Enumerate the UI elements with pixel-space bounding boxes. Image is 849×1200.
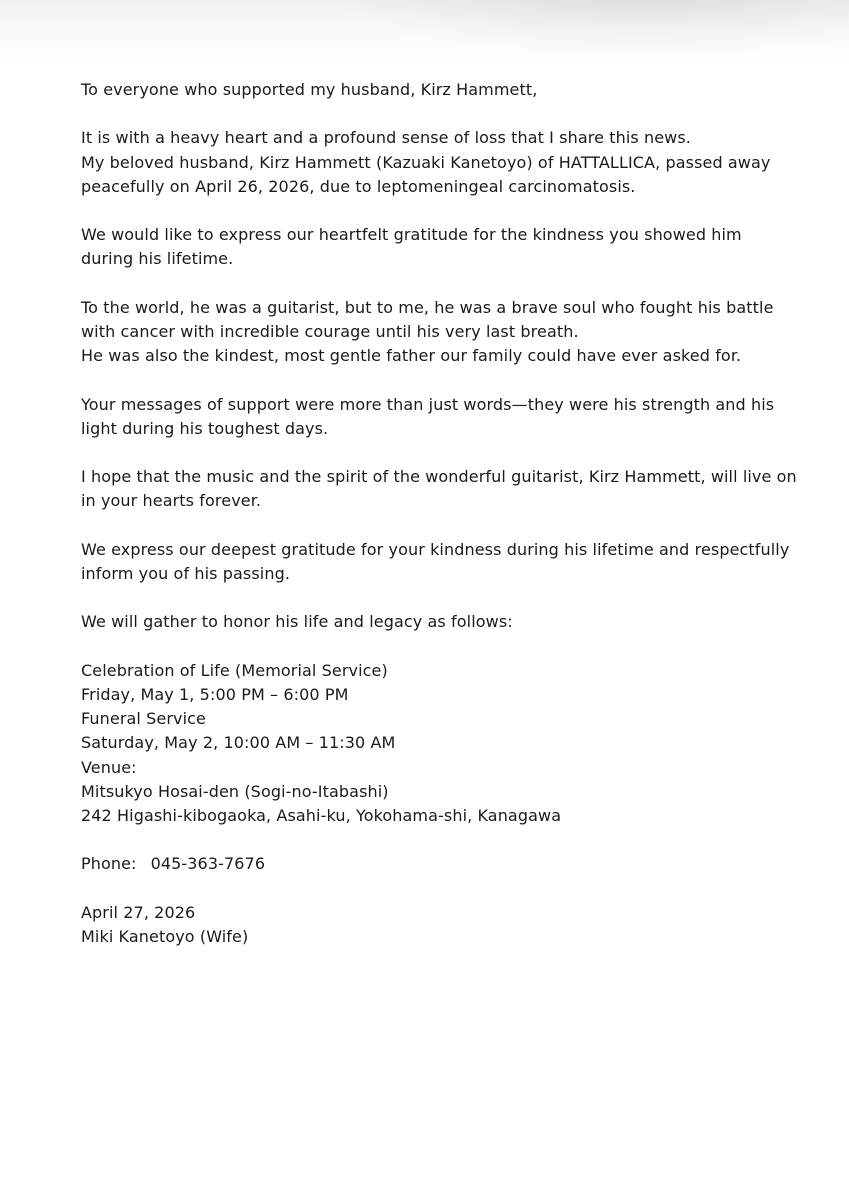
memorial-service-time: Friday, May 1, 5:00 PM – 6:00 PM (81, 684, 349, 704)
text-line: light during his toughest days. (81, 418, 329, 438)
greeting-line: To everyone who supported my husband, Kirz Hammett, (81, 80, 538, 99)
text-line: We express our deepest gratitude for your kindness during his lifetime and respectfully (81, 539, 790, 559)
paragraph-notice (81, 538, 801, 586)
text-line: We would like to express our heartfelt gratitude for the kindness you showed him (81, 225, 742, 245)
signature-block (81, 901, 801, 949)
phone-line (81, 852, 801, 876)
venue-label: Venue: (81, 757, 137, 777)
text-line: Your messages of support were more than just words—they were his strength and his (81, 394, 775, 414)
top-edge-shadow (0, 0, 849, 70)
text-line: in your hearts forever. (81, 491, 262, 511)
funeral-service-title: Funeral Service (81, 709, 206, 729)
letter-body (81, 78, 801, 973)
paragraph-gratitude (81, 223, 801, 271)
text-line: It is with a heavy heart and a profound sense of loss that I share this news. (81, 128, 691, 148)
phone-label: Phone: (81, 854, 137, 874)
text-line: I hope that the music and the spirit of the wonderful guitarist, Kirz Hammett, will live on (81, 467, 797, 487)
signature: Miki Kanetoyo (Wife) (81, 926, 249, 946)
venue-name: Mitsukyo Hosai-den (Sogi-no-Itabashi) (81, 781, 389, 801)
paragraph-gathering (81, 610, 801, 634)
text-line: We will gather to honor his life and legacy as follows: (81, 612, 513, 632)
text-line: with cancer with incredible courage until his very last breath. (81, 321, 579, 341)
paragraph-support (81, 393, 801, 441)
service-details (81, 659, 801, 828)
paragraph-legacy (81, 465, 801, 513)
paragraph-tribute (81, 296, 801, 369)
phone-number: 045-363-7676 (150, 854, 266, 874)
phone-row (81, 852, 801, 876)
text-line: during his lifetime. (81, 249, 234, 269)
funeral-service-time: Saturday, May 2, 10:00 AM – 11:30 AM (81, 733, 396, 753)
greeting (81, 78, 801, 102)
memorial-service-title: Celebration of Life (Memorial Service) (81, 660, 388, 680)
text-line: inform you of his passing. (81, 563, 291, 583)
venue-address: 242 Higashi-kibogaoka, Asahi-ku, Yokohama-shi, Kanagawa (81, 805, 562, 825)
text-line: He was also the kindest, most gentle father our family could have ever asked for. (81, 346, 742, 366)
text-line: peacefully on April 26, 2026, due to leptomeningeal carcinomatosis. (81, 176, 636, 196)
paragraph-announcement (81, 126, 801, 199)
text-line: My beloved husband, Kirz Hammett (Kazuaki Kanetoyo) of HATTALLICA, passed away (81, 152, 771, 172)
top-right-shadow (329, 0, 849, 55)
text-line: To the world, he was a guitarist, but to me, he was a brave soul who fought his battle (81, 297, 774, 317)
letter-date: April 27, 2026 (81, 902, 196, 922)
